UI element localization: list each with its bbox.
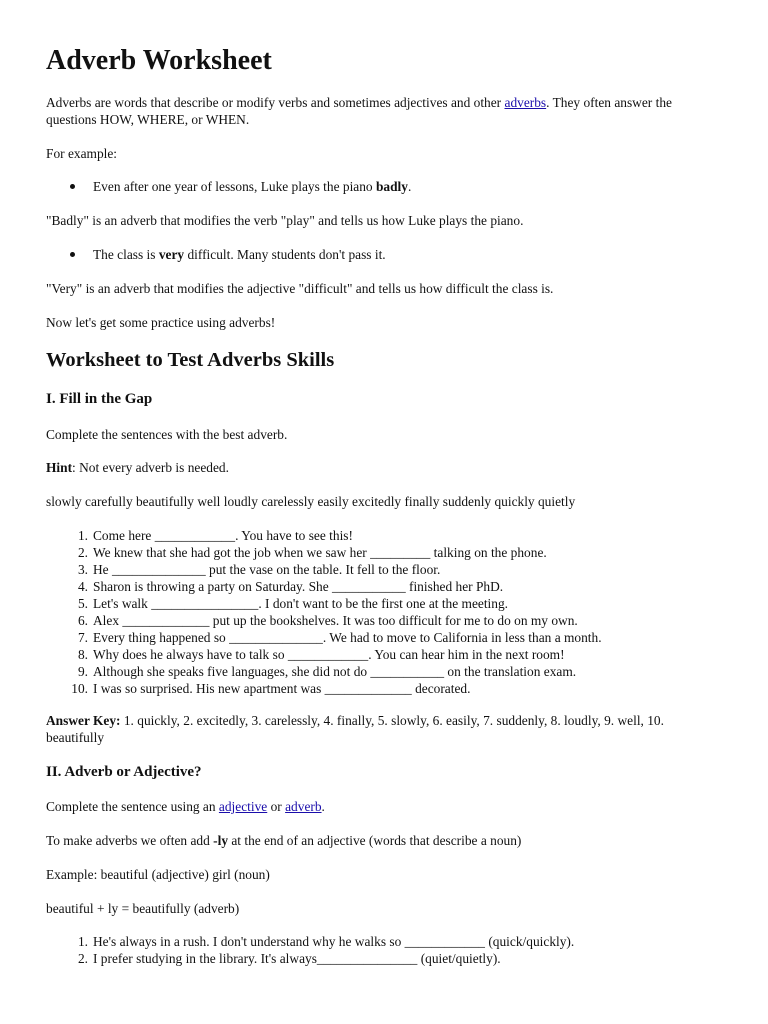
list-item: 6. Alex _____________ put up the bookshelves. It was too difficult for me to do on my own.: [77, 613, 578, 628]
fill-gap-list: [46, 527, 722, 697]
list-item: 1. Come here ____________. You have to see this!: [77, 528, 353, 543]
list-item: 10. I was so surprised. His new apartment was _____________ decorated.: [71, 681, 471, 696]
intro-text-after: . They often answer the questions HOW, WHERE, or WHEN.: [46, 95, 672, 127]
example-2-explanation: "Very" is an adverb that modifies the adjective "difficult" and tells us how difficult the class is.: [46, 281, 554, 296]
list-item: 8. Why does he always have to talk so ____________. You can hear him in the next room!: [77, 647, 565, 662]
answer-key-label: Answer Key:: [46, 713, 121, 728]
intro-text-before: Adverbs are words that describe or modify verbs and sometimes adjectives and other: [46, 95, 505, 110]
hint: [46, 459, 722, 476]
example-2-text: The class is very difficult. Many students don't pass it.: [93, 247, 386, 262]
answer-key-text: 1. quickly, 2. excitedly, 3. carelessly, 4. finally, 5. slowly, 6. easily, 7. suddenly, 8. loudly, 9. well, 10. beautifully: [46, 713, 664, 745]
example-bullet-1: [68, 178, 722, 195]
section-title: Worksheet to Test Adverbs Skills: [46, 349, 335, 371]
example-1-explanation: "Badly" is an adverb that modifies the verb "play" and tells us how Luke plays the piano.: [46, 213, 524, 228]
adverbs-link[interactable]: adverbs: [504, 95, 547, 110]
hint-label: Hint: [46, 460, 73, 475]
list-item: 9. Although she speaks five languages, she did not do ___________ on the translation exam.: [77, 664, 577, 679]
example-bullet-2: [68, 246, 722, 263]
adverb-link[interactable]: adverb: [285, 799, 322, 814]
list-item: 7. Every thing happened so ______________. We had to move to California in less than a month.: [77, 630, 602, 645]
intro-paragraph: [46, 94, 722, 128]
word-bank: slowly carefully beautifully well loudly carelessly easily excitedly finally suddenly quickly quietly: [46, 494, 576, 509]
list-item: 1. He's always in a rush. I don't understand why he walks so ____________ (quick/quickly).: [77, 934, 575, 949]
part1-title: I. Fill in the Gap: [46, 391, 153, 407]
list-item: 2. I prefer studying in the library. It's always_______________ (quiet/quietly).: [77, 951, 501, 966]
list-item: 2. We knew that she had got the job when we saw her _________ talking on the phone.: [77, 545, 547, 560]
list-item: 5. Let's walk ________________. I don't want to be the first one at the meeting.: [77, 596, 509, 611]
practice-text: Now let's get some practice using adverbs!: [46, 315, 276, 330]
example-text: Example: beautiful (adjective) girl (noun): [46, 867, 270, 882]
page-title: Adverb Worksheet: [46, 45, 272, 76]
list-item: 3. He ______________ put the vase on the table. It fell to the floor.: [77, 562, 441, 577]
part1-instruction: Complete the sentences with the best adverb.: [46, 427, 288, 442]
hint-text: : Not every adverb is needed.: [72, 460, 229, 475]
adverb-adjective-list: [46, 933, 722, 967]
for-example-label: For example:: [46, 146, 118, 161]
rule-text: To make adverbs we often add -ly at the end of an adjective (words that describe a noun): [46, 833, 522, 848]
list-item: 4. Sharon is throwing a party on Saturday. She ___________ finished her PhD.: [77, 579, 504, 594]
formula-text: beautiful + ly = beautifully (adverb): [46, 901, 240, 916]
part2-instruction: Complete the sentence using an adjective or adverb.: [46, 799, 325, 814]
part2-title: II. Adverb or Adjective?: [46, 764, 202, 780]
answer-key: [46, 712, 722, 746]
example-1-text: Even after one year of lessons, Luke plays the piano badly.: [93, 179, 412, 194]
adjective-link[interactable]: adjective: [218, 799, 268, 814]
